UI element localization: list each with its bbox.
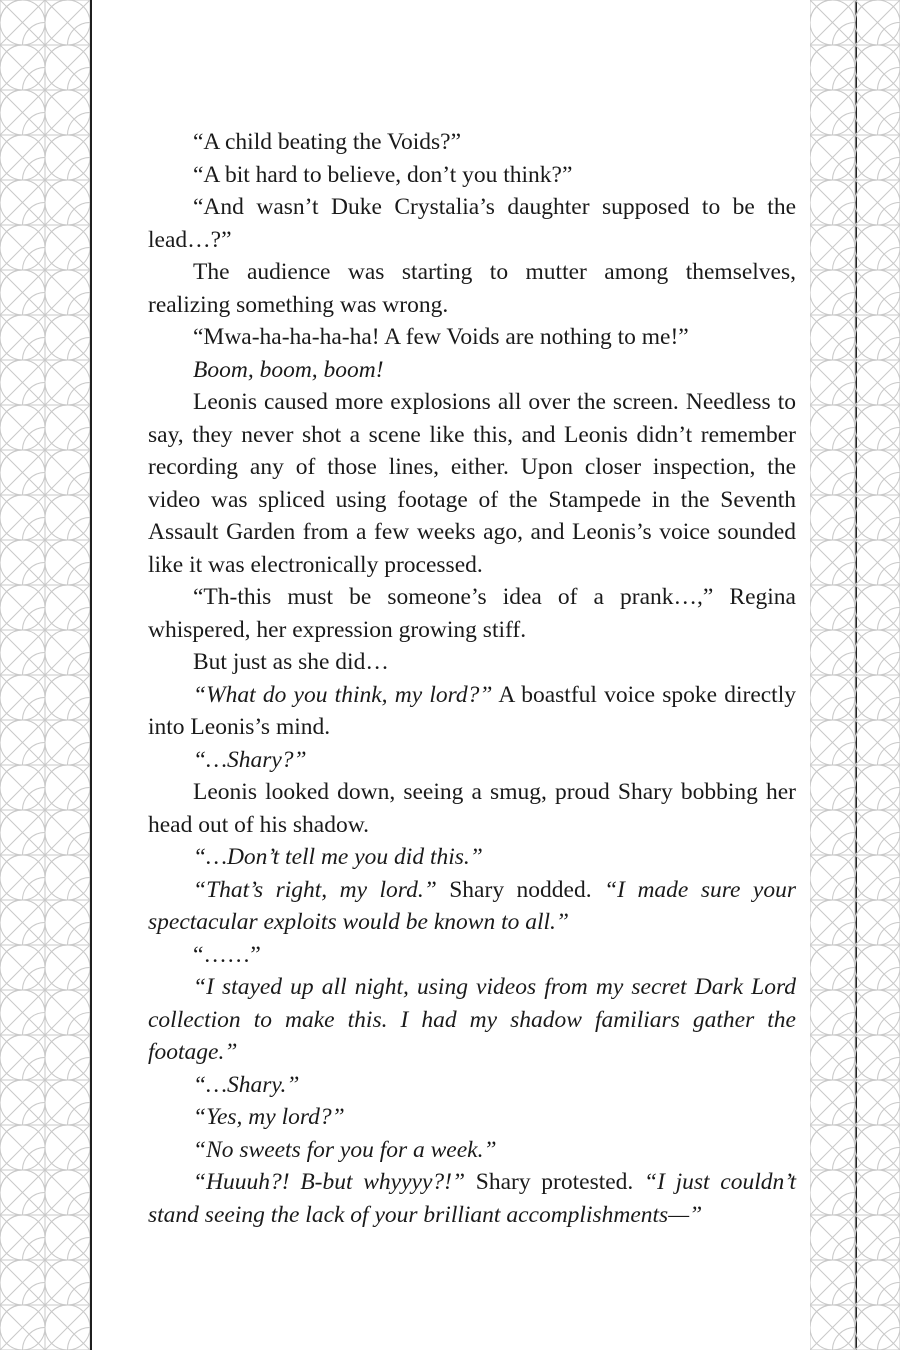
paragraph-segment: “I made sure your spectacular exploits would be known to all.”	[148, 876, 796, 935]
paragraph: The audience was starting to mutter among themselves, realizing something was wrong.	[148, 259, 796, 318]
paragraph: “I stayed up all night, using videos from my secret Dark Lord collection to make this. I had my shadow familiars gather the footage.”	[148, 974, 796, 1065]
paragraph: “…Shary.”	[193, 1071, 300, 1098]
geometric-pattern-left	[0, 0, 90, 1350]
paragraph: “Mwa-ha-ha-ha-ha! A few Voids are nothing to me!”	[193, 324, 689, 350]
paragraph-segment: “I just couldn’t stand seeing the lack of your brilliant accomplishments—”	[148, 1169, 797, 1228]
left-margin-pattern	[0, 0, 90, 1350]
page-text-column	[148, 126, 796, 1231]
paragraph-segment: Shary protested.	[465, 1169, 645, 1195]
paragraph-segment: “Huuuh?! B-but whyyyy?!”	[193, 1169, 466, 1195]
paragraph: “And wasn’t Duke Crystalia’s daughter supposed to be the lead…?”	[148, 194, 796, 253]
paragraph: Leonis caused more explosions all over the screen. Needless to say, they never shot a scene like this, and Leonis didn’t remember recording any of those lines, either. Upon closer inspection, the video was spliced using footage of the Stampede in the Seventh Assault Garden from a few weeks ago, and Leonis’s voice sounded like it was electronically processed.	[148, 389, 796, 578]
paragraph	[148, 679, 796, 744]
paragraph: But just as she did…	[193, 649, 389, 675]
paragraph	[148, 1166, 796, 1231]
paragraph: “A bit hard to believe, don’t you think?”	[193, 161, 573, 188]
paragraph: “……”	[193, 941, 261, 968]
paragraph-segment: Shary nodded.	[436, 876, 605, 903]
paragraph: “Th-this must be someone’s idea of a prank…,” Regina whispered, her expression growing stiff.	[148, 584, 796, 643]
right-margin-pattern	[810, 0, 900, 1350]
paragraph: “A child beating the Voids?”	[193, 129, 462, 155]
paragraph: “No sweets for you for a week.”	[193, 1136, 497, 1163]
paragraph: Leonis looked down, seeing a smug, proud Shary bobbing her head out of his shadow.	[148, 779, 796, 838]
paragraph-segment: A boastful voice spoke directly into Leonis’s mind.	[148, 681, 796, 740]
paragraph	[148, 874, 796, 939]
paragraph: “…Don’t tell me you did this.”	[193, 844, 483, 870]
paragraph-segment: “That’s right, my lord.”	[193, 876, 437, 903]
paragraph: “…Shary?”	[193, 746, 307, 773]
paragraph: Boom, boom, boom!	[193, 356, 384, 383]
paragraph: “Yes, my lord?”	[193, 1104, 345, 1130]
left-border-line	[90, 0, 92, 1350]
paragraph-segment: “What do you think, my lord?”	[193, 681, 493, 708]
geometric-pattern-right	[810, 0, 900, 1350]
